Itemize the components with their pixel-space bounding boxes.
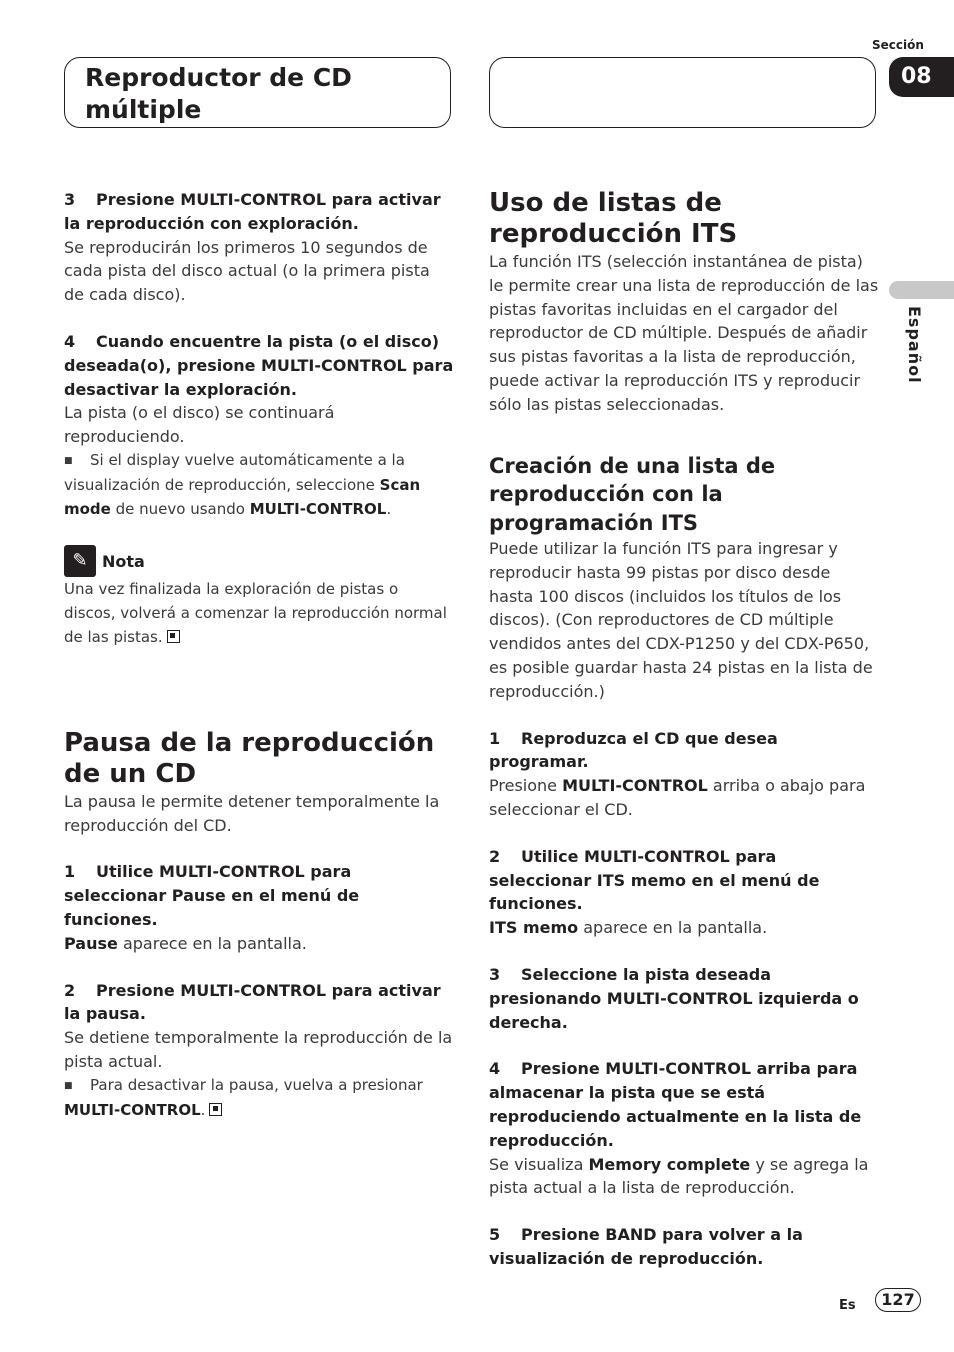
step-3-title: 3 Presione MULTI-CONTROL para activar la reproducción con exploración.: [64, 190, 441, 233]
step-4-title: 4 Cuando encuentre la pista (o el disco) deseada(o), presione MULTI-CONTROL para desactivar la exploración.: [64, 331, 454, 399]
create-heading: Creación de una lista de reproducción con la programación ITS: [489, 453, 776, 535]
note-header: [64, 544, 454, 578]
its-step-3-title: 3 Seleccione la pista deseada presionando MULTI-CONTROL izquierda o derecha.: [489, 965, 859, 1032]
create-body: Puede utilizar la función ITS para ingresar y reproducir hasta 99 pistas por disco desde hasta 100 discos (incluidos los títulos de los discos). (Con reproductores de CD múltiple vendidos antes del CDX-P1250 y del CDX-P650, es posible guardar hasta 24 pistas en la lista de reproducción.): [489, 539, 873, 701]
step-3-body: Se reproducirán los primeros 10 segundos de cada pista del disco actual (o la primera pista de cada disco).: [64, 237, 430, 305]
pause-step-2-title: 2 Presione MULTI-CONTROL para activar la pausa.: [64, 980, 441, 1024]
right-column: [489, 188, 879, 1271]
pause-step-2-body: Se detiene temporalmente la reproducción de la pista actual.: [64, 1028, 453, 1071]
step-4-bullet: ■ Si el display vuelve automáticamente a la visualización de reproducción, seleccione Scan mode de nuevo usando MULTI-CONTROL.: [64, 449, 454, 521]
header-right-box: [489, 57, 876, 128]
end-mark-icon: [167, 630, 180, 643]
chapter-title: Reproductor de CD múltiple: [85, 63, 352, 124]
pause-intro: La pausa le permite detener temporalmente la reproducción del CD.: [64, 791, 440, 835]
footer-language-code: Es: [839, 1298, 856, 1313]
its-step-1-body: Presione MULTI-CONTROL arriba o abajo para seleccionar el CD.: [489, 776, 866, 820]
pause-step-1-body: Pause aparece en la pantalla.: [64, 933, 307, 953]
pencil-icon: ✎: [64, 545, 96, 577]
page-number: 127: [875, 1288, 921, 1312]
section-number-badge: 08: [889, 57, 954, 97]
its-heading: Uso de listas de reproducción ITS: [489, 188, 738, 249]
its-step-4-title: 4 Presione MULTI-CONTROL arriba para almacenar la pista que se está reproduciendo actualmente en la lista de reproducción.: [489, 1059, 862, 1150]
end-mark-icon: [209, 1103, 222, 1116]
its-step-5-title: 5 Presione BAND para volver a la visualización de reproducción.: [489, 1225, 803, 1268]
language-tab-marker: [889, 281, 954, 299]
its-body: La función ITS (selección instantánea de pista) le permite crear una lista de reproducción de las pistas favoritas incluidas en el cargador del reproductor de CD múltiple. Después de añadir sus pistas favoritas a la lista de reproducción, puede activar la reproducción ITS y reproducir sólo las pistas seleccionadas.: [489, 252, 879, 414]
its-step-1-title: 1 Reproduzca el CD que desea programar.: [489, 728, 778, 772]
its-step-2-body: ITS memo aparece en la pantalla.: [489, 918, 768, 938]
pause-step-1-title: 1 Utilice MULTI-CONTROL para seleccionar Pause en el menú de funciones.: [64, 862, 360, 929]
note-label: Nota: [102, 551, 145, 571]
its-step-2-title: 2 Utilice MULTI-CONTROL para seleccionar ITS memo en el menú de funciones.: [489, 846, 820, 914]
section-label: Sección: [872, 38, 924, 52]
language-tab-label: Español: [905, 306, 924, 384]
left-column: [64, 188, 454, 1122]
header-left-box: [64, 57, 451, 128]
note-body: Una vez finalizada la exploración de pistas o discos, volverá a comenzar la reproducción normal de las pistas.: [64, 580, 447, 646]
pause-heading: Pausa de la reproducción de un CD: [64, 727, 435, 789]
pause-step-2-bullet: ■ Para desactivar la pausa, vuelva a presionar MULTI-CONTROL.: [64, 1074, 454, 1123]
step-4-body: La pista (o el disco) se continuará reproduciendo.: [64, 403, 335, 447]
its-step-4-body: Se visualiza Memory complete y se agrega la pista actual a la lista de reproducción.: [489, 1154, 869, 1198]
